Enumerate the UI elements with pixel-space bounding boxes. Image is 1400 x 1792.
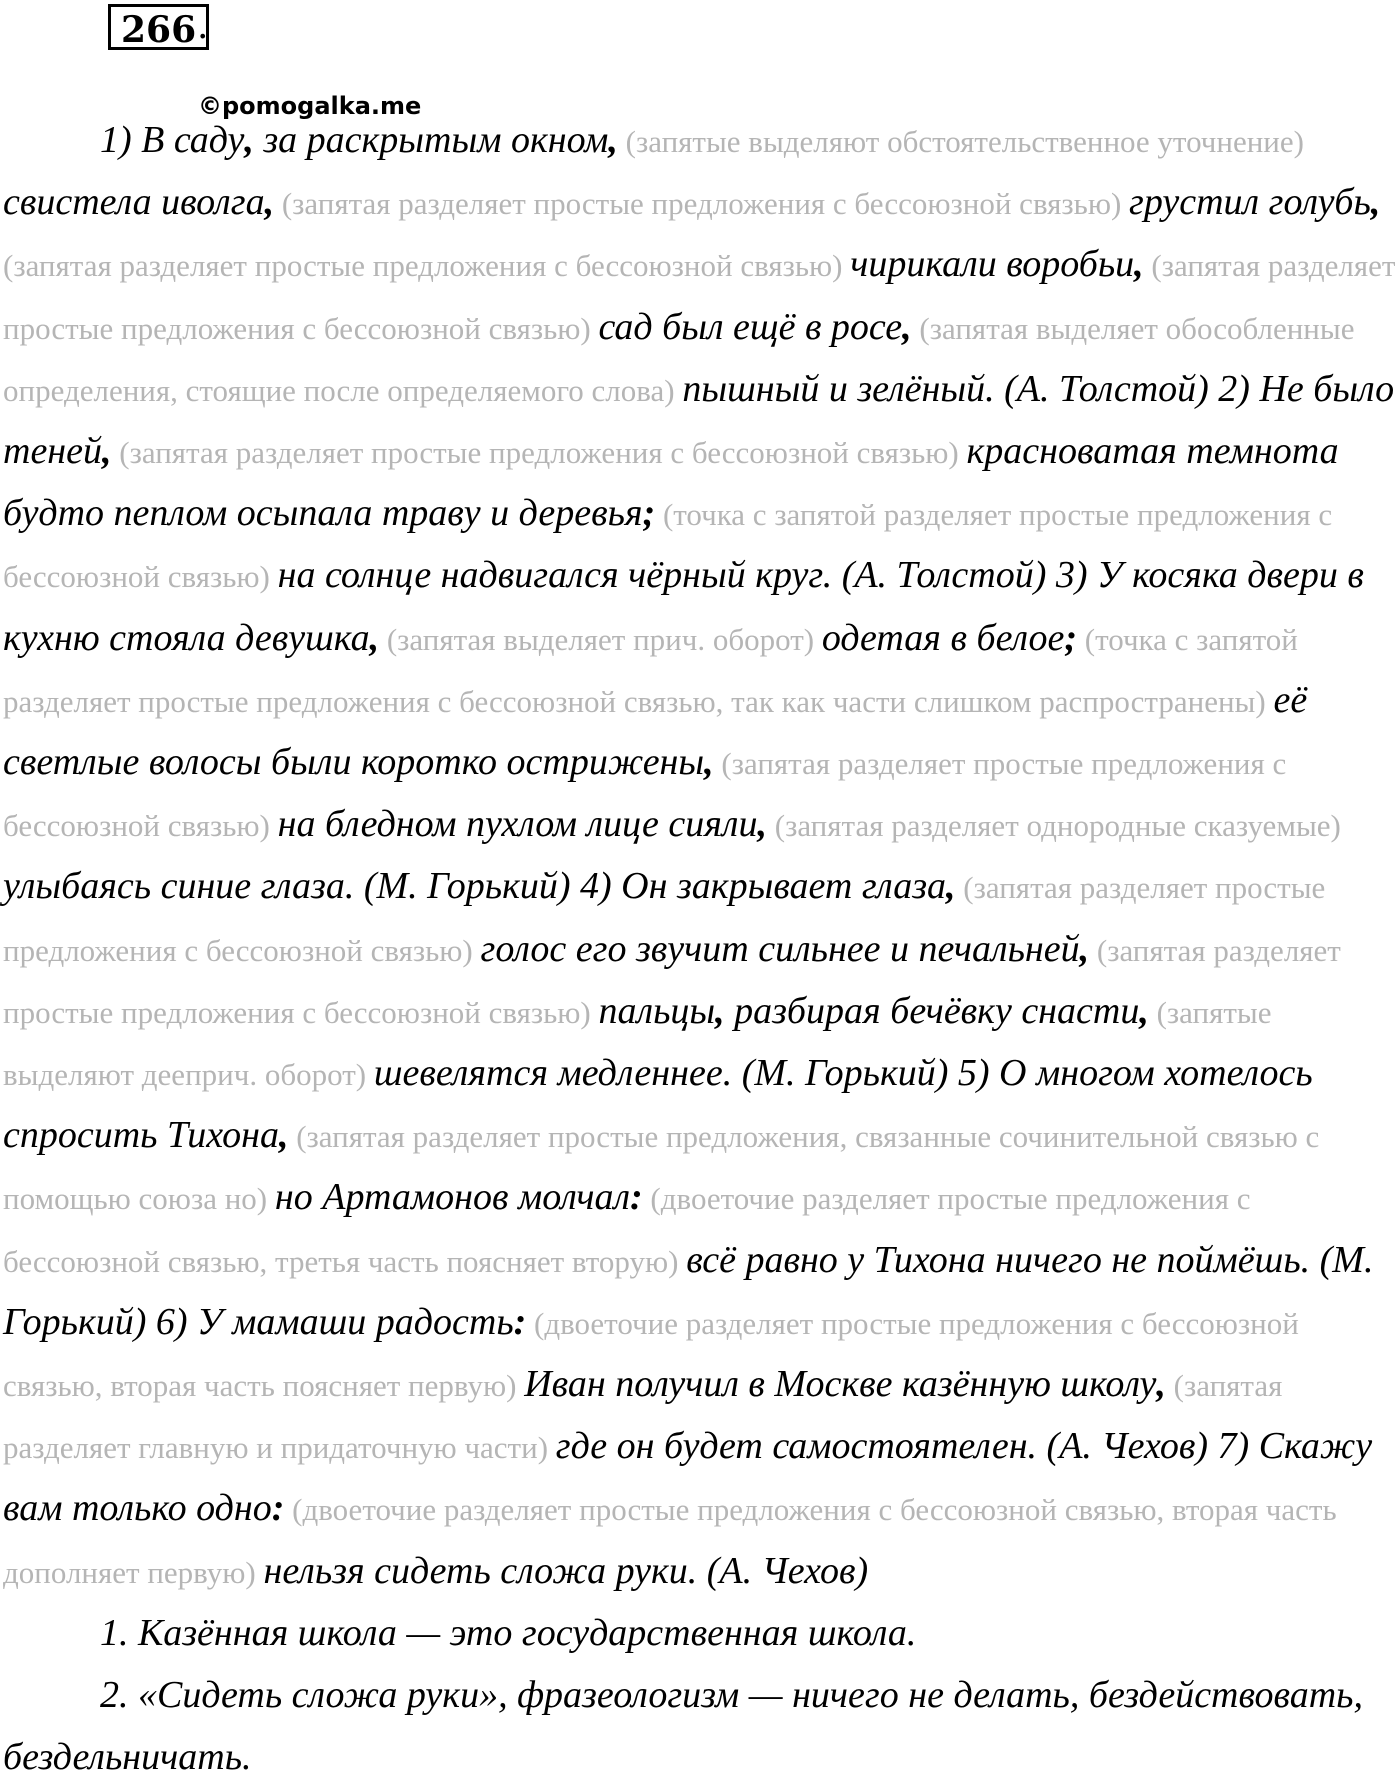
sentence-text: на бледном пухлом лице сияли <box>277 803 758 846</box>
sentence-text: всё равно у Тихона ничего не поймёшь. (М. Горький) 6) У мамаши радость <box>3 1238 1374 1343</box>
explanation-note: (запятая разделяет главную и придаточную части) <box>3 1368 1283 1466</box>
explanation-note: (запятая разделяет однородные сказуемые) <box>767 808 1341 844</box>
paragraph <box>3 113 1397 1606</box>
explanation-note: (запятая разделяет простые предложения с бессоюзной связью) <box>3 932 1341 1030</box>
explanation-note: (запятая разделяет простые предложения с бессоюзной связью) <box>3 870 1326 968</box>
explanation-note: (запятые выделяют дееприч. оборот) <box>3 994 1272 1093</box>
exercise-number-dot: . <box>197 6 209 47</box>
punctuation-mark: , <box>902 305 912 348</box>
punctuation-mark: , <box>1079 927 1090 970</box>
explanation-note: (запятая разделяет простые предложения, связанные сочинительной связью с помощью союза но) <box>3 1119 1320 1217</box>
sentence-text: её светлые волосы были коротко острижены <box>3 678 1308 784</box>
explanation-note: (запятая выделяет прич. оборот) <box>379 621 822 657</box>
explanation-note: (запятая разделяет простые предложения с бессоюзной связью) <box>3 248 1396 346</box>
sentence-text: 1) В саду <box>100 119 245 161</box>
sentence-text: голос его звучит сильнее и печальней <box>480 927 1080 970</box>
explanation-note: (точка с запятой разделяет простые предложения с бессоюзной связью) <box>3 497 1333 595</box>
punctuation-mark: , <box>278 1114 289 1157</box>
sentence-text: разбирая бечёвку снасти <box>724 989 1140 1032</box>
punctuation-mark: , <box>369 616 380 659</box>
paragraph <box>3 1668 1397 1792</box>
punctuation-mark: , <box>1156 1363 1166 1406</box>
punctuation-mark: , <box>1139 989 1149 1032</box>
punctuation-mark: , <box>704 741 714 784</box>
sentence-text: грустил голубь <box>1129 181 1371 224</box>
punctuation-mark: , <box>608 119 618 161</box>
punctuation-mark: : <box>271 1487 285 1530</box>
sentence-text: пышный и зелёный. (А. Толстой) 2) Не было теней <box>3 367 1395 473</box>
sentence-text: свистела иволга <box>3 181 265 224</box>
sentence-text: шевелятся медленнее. (М. Горький) 5) О многом хотелось спросить Тихона <box>3 1052 1313 1157</box>
sentence-text: но Артамонов молчал <box>274 1176 631 1219</box>
explanation-note: (запятые выделяют обстоятельственное уточнение) <box>617 124 1304 159</box>
sentence-text: чирикали воробьи <box>850 243 1135 286</box>
sentence-text: красноватая темнота будто пеплом осыпала траву и деревья <box>3 430 1339 535</box>
paragraph <box>3 1606 1397 1668</box>
sentence-text: Иван получил в Москве казённую школу <box>524 1363 1157 1406</box>
punctuation-mark: , <box>102 430 112 473</box>
explanation-note: (двоеточие разделяет простые предложения с бессоюзной связью, третья часть поясняет вторую) <box>3 1181 1251 1279</box>
sentence-text: одетая в белое <box>821 616 1065 659</box>
punctuation-mark: ; <box>1064 616 1078 659</box>
punctuation-mark: , <box>264 181 275 224</box>
punctuation-mark: , <box>1134 243 1144 286</box>
watermark: ©pomogalka.me <box>198 92 422 120</box>
sentence-text: 2. «Сидеть сложа руки», фразеологизм — ничего не делать, бездействовать, бездельничать. <box>3 1674 1363 1779</box>
explanation-note: (запятая разделяет простые предложения с бессоюзной связью) <box>3 746 1287 844</box>
sentence-text: 1. Казённая школа — это государственная школа. <box>100 1611 917 1654</box>
sentence-text: нельзя сидеть сложа руки. (А. Чехов) <box>263 1549 869 1592</box>
explanation-note: (запятая разделяет простые предложения с бессоюзной связью) <box>111 435 967 471</box>
explanation-note: (запятая выделяет обособленные определения, стоящие после определяемого слова) <box>3 310 1355 408</box>
sentence-text: на солнце надвигался чёрный круг. (А. Толстой) 3) У косяка двери в кухню стояла девушка <box>3 554 1364 659</box>
explanation-note: (запятая разделяет простые предложения с бессоюзной связью) <box>274 186 1130 222</box>
exercise-number-box: 266 <box>108 4 209 50</box>
exercise-text <box>3 113 1397 1792</box>
punctuation-mark: , <box>946 865 956 908</box>
punctuation-mark: , <box>757 803 768 846</box>
explanation-note: (запятая разделяет простые предложения с бессоюзной связью) <box>3 248 851 284</box>
explanation-note: (точка с запятой разделяет простые предложения с бессоюзной связью, так как части слишком распространены) <box>3 621 1298 719</box>
punctuation-mark: , <box>244 119 254 161</box>
sentence-text: улыбаясь синие глаза. (М. Горький) 4) Он закрывает глаза <box>3 865 947 908</box>
punctuation-mark: , <box>1370 181 1381 224</box>
sentence-text: где он будет самостоятелен. (А. Чехов) 7) Скажу вам только одно <box>3 1425 1373 1530</box>
sentence-text: сад был ещё в росе <box>598 305 903 348</box>
explanation-note: (двоеточие разделяет простые предложения с бессоюзной связью, вторая часть дополняет первую) <box>3 1492 1337 1590</box>
punctuation-mark: ; <box>642 492 656 535</box>
sentence-text: за раскрытым окном <box>253 119 609 161</box>
punctuation-mark: : <box>513 1300 527 1343</box>
explanation-note: (двоеточие разделяет простые предложения с бессоюзной связью, вторая часть поясняет первую) <box>3 1305 1299 1404</box>
sentence-text: пальцы <box>598 989 716 1032</box>
punctuation-mark: : <box>630 1176 643 1219</box>
punctuation-mark: , <box>715 989 725 1032</box>
